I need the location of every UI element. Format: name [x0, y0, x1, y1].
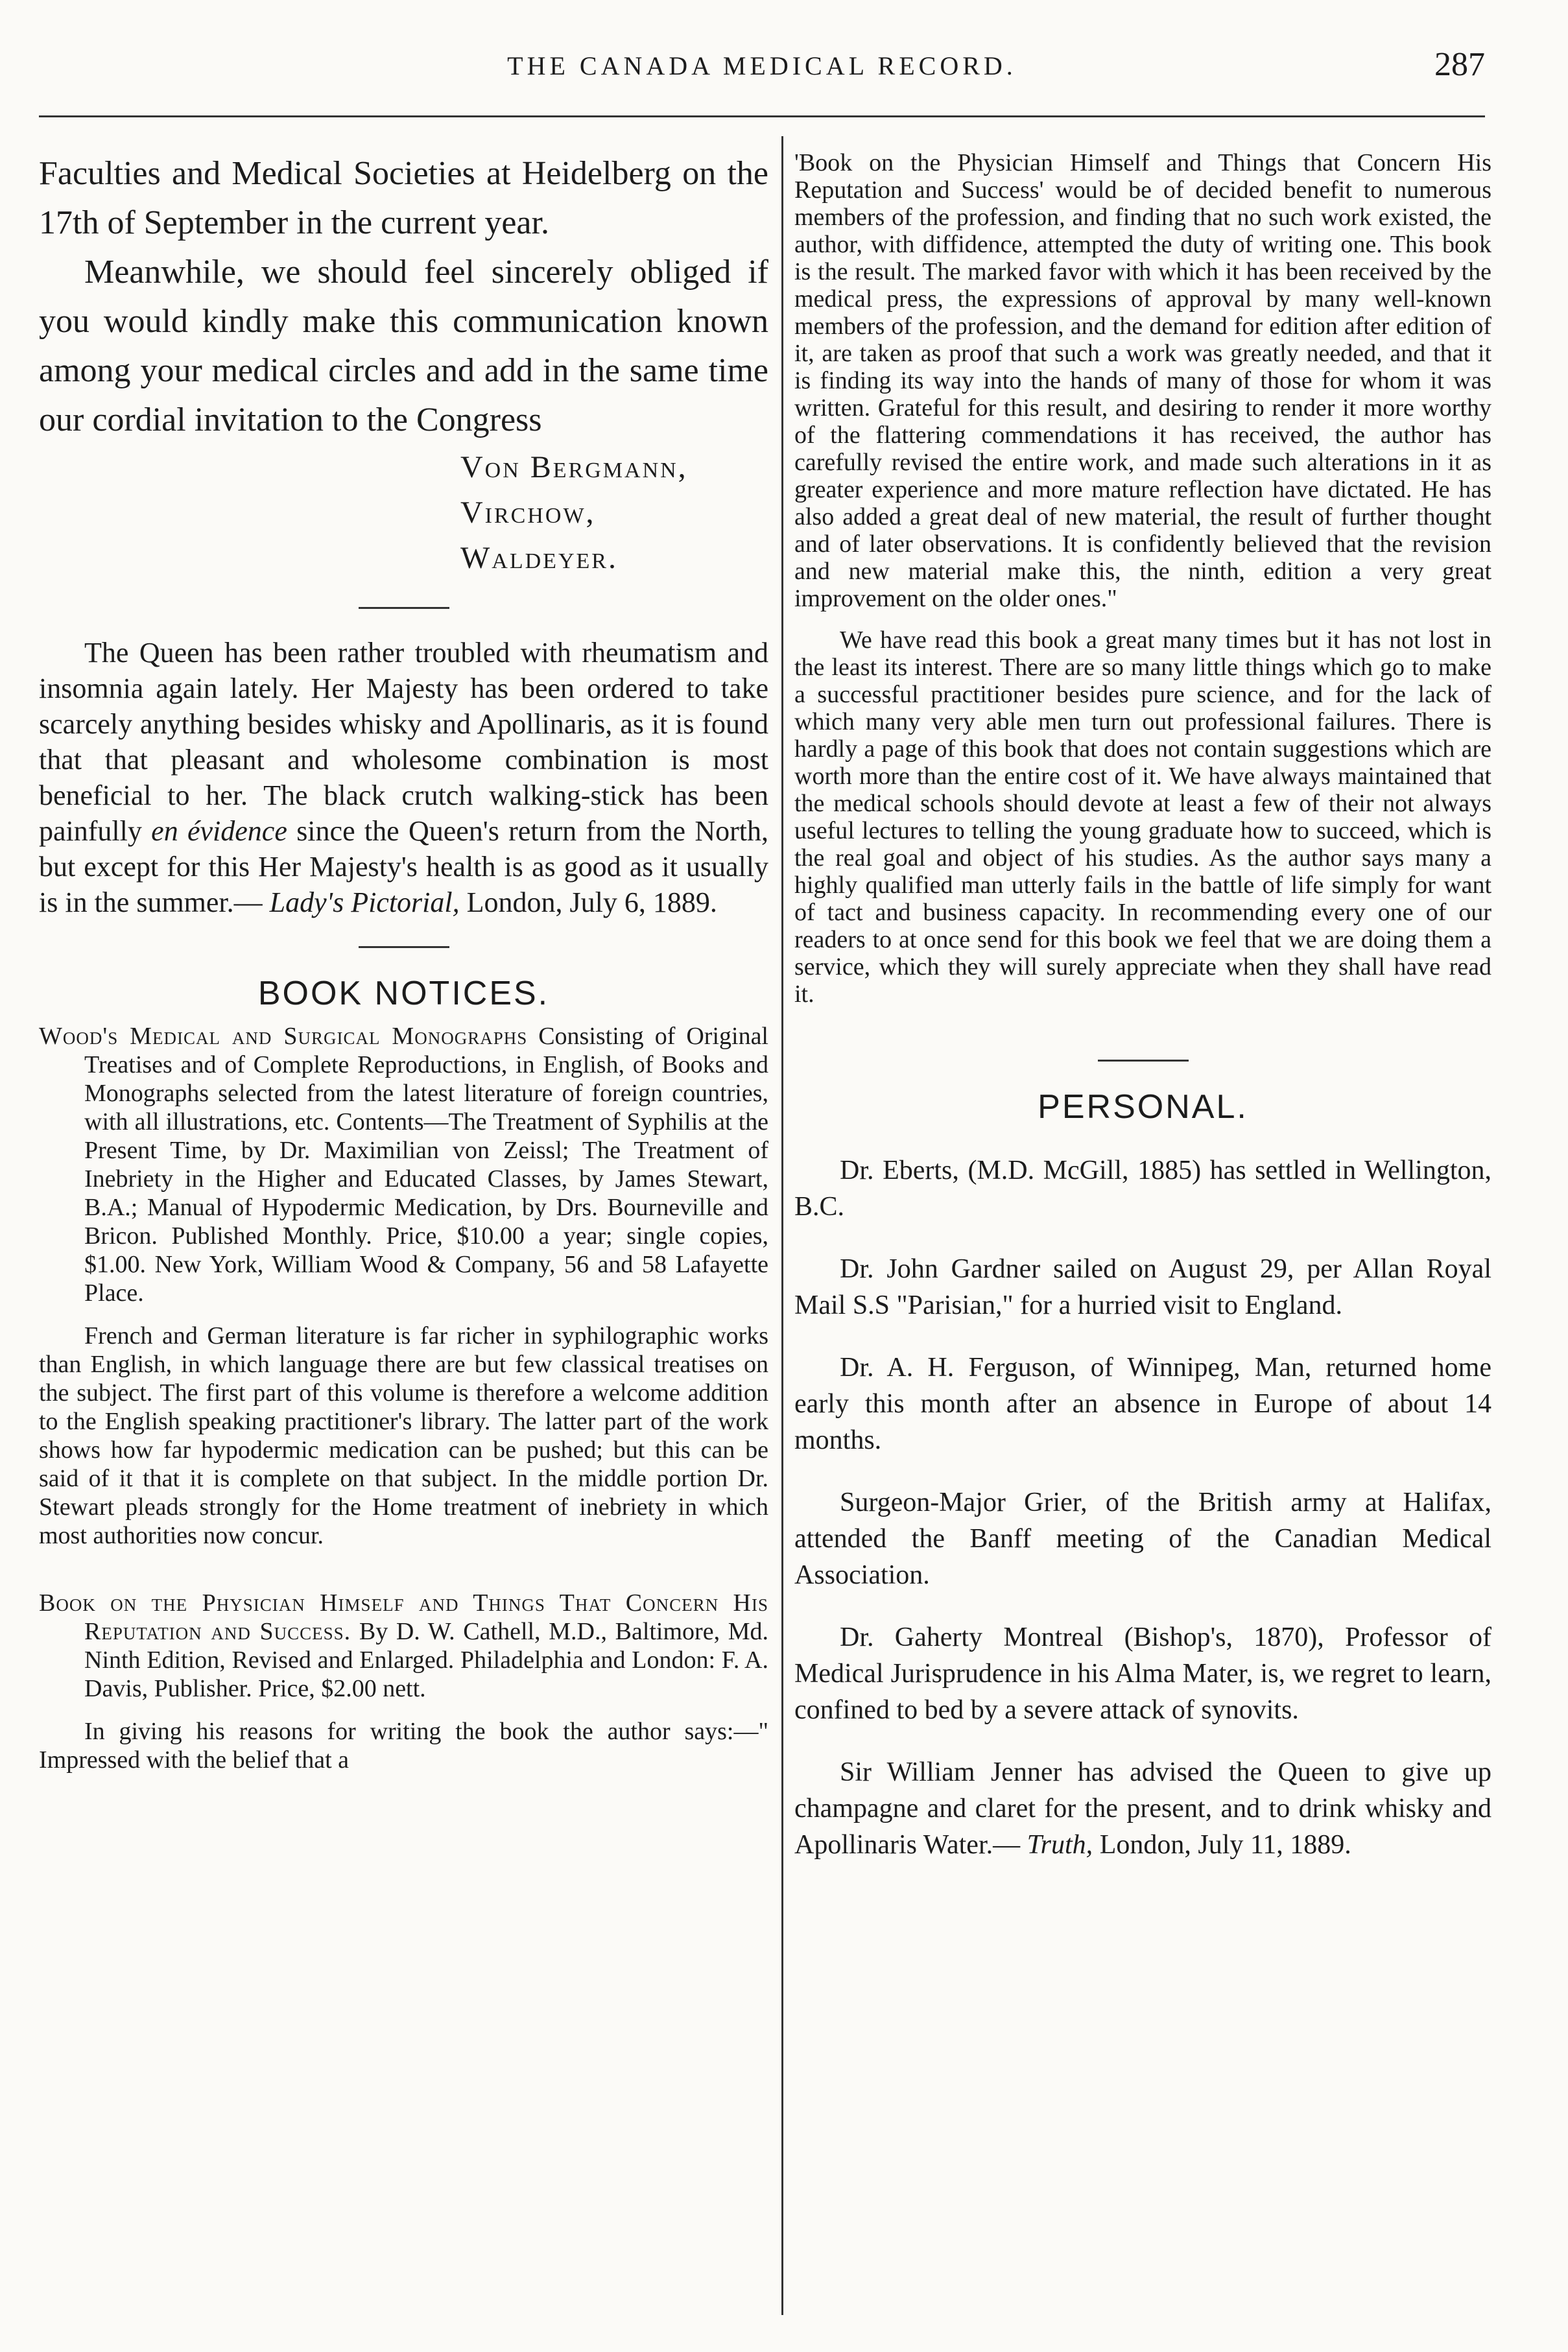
- jenner-date: London, July 11, 1889.: [1099, 1830, 1351, 1860]
- wood-description: Consisting of Original Treatises and of Complete Reproductions, in English, of Books and Monographs selected from the latest literature of foreign countries, with all illustrations, etc. Contents—The Treatment of Syphilis at the Present Time, by Dr. Maximilian von Zeissl; The Treatment of Inebriety in the Higher and Educated Classes, by James Stewart, B.A.; Manual of Hypodermic Medication, by Drs. Bourneville and Bricon. Published Monthly. Price, $10.00 a year; single copies, $1.00. New York, William Wood & Company, 56 and 58 Lafayette Place.: [84, 1023, 768, 1307]
- book-notices-heading: BOOK NOTICES.: [257, 975, 550, 1012]
- section-rule: [1098, 1060, 1189, 1062]
- french-paragraph: French and German literature is far richer in syphilographic works than English, in which language there are but few classical treatises on the subject. The first part of this volume is therefore a welcome addition to the English speaking practitioner's library. The latter part of the work shows how far hypodermic medication can be pushed; but this can be said of it that it is complete on that subject. In the middle portion Dr. Stewart pleads strongly for the Home treatment of inebriety in which most authorities now concur.: [39, 1322, 768, 1549]
- header-rule: [39, 115, 1485, 117]
- signature-2: Virchow,: [460, 495, 596, 530]
- section-rule: [359, 607, 449, 609]
- queen-italic: en évidence: [151, 815, 287, 847]
- meanwhile-paragraph: Meanwhile, we should feel sincerely obliged if you would kindly make this communication known among your medical circles and add in the same time our cordial invitation to the Congress: [39, 254, 768, 438]
- quote-paragraph: 'Book on the Physician Himself and Things that Concern His Reputation and Success' would be of decided benefit to numerous members of the profession, and finding that no such work existed, the author, with diffidence, attempted the duty of writing one. This book is the result. The marked favor with which it has been received by the medical press, the expressions of approval by many well-known members of the profession, and the demand for edition after edition of it, are taken as proof that such a work was greatly needed, and that it is finding its way into the hands of many of those for whom it was written. Grateful for this result, and desiring to render it more worthy of the flattering commendations it has received, the author has carefully revised the entire work, and made such alterations in it as greater experience and more mature reflection have dictated. He has also added a great deal of new material, the result of further thought and of later observations. It is confidently believed that the revision and new material make this, the ninth, edition a very great improvement on the older ones.": [794, 149, 1491, 612]
- left-column: [39, 149, 768, 1774]
- running-title: THE CANADA MEDICAL RECORD.: [507, 51, 1017, 80]
- personal-item: Dr. A. H. Ferguson, of Winnipeg, Man, returned home early this month after an absence in Europe of about 14 months.: [794, 1353, 1491, 1455]
- personal-item: Surgeon-Major Grier, of the British army at Halifax, attended the Banff meeting of the Canadian Medical Association.: [794, 1488, 1491, 1590]
- personal-item: Dr. Gaherty Montreal (Bishop's, 1870), Professor of Medical Jurisprudence in his Alma Mater, is, we regret to learn, confined to bed by a severe attack of synovits.: [794, 1622, 1491, 1725]
- wood-title: Wood's Medical and Surgical Monographs: [39, 1023, 528, 1050]
- personal-heading: PERSONAL.: [1038, 1088, 1248, 1126]
- queen-date: London, July 6, 1889.: [466, 886, 717, 918]
- right-column: [794, 149, 1491, 1889]
- page-header: [39, 45, 1485, 104]
- personal-list: [794, 1152, 1491, 1863]
- signature-3: Waldeyer.: [460, 541, 618, 575]
- queen-source: Lady's Pictorial,: [269, 886, 460, 918]
- column-divider: [781, 136, 783, 2315]
- giving-paragraph: In giving his reasons for writing the book the author says:—" Impressed with the belief that a: [39, 1718, 768, 1774]
- cathell-description: By D. W. Cathell, M.D., Baltimore, Md. Ninth Edition, Revised and Enlarged. Philadelphia and London: F. A. Davis, Publisher. Price, $2.00 nett.: [84, 1618, 769, 1702]
- signature-1: Von Bergmann,: [460, 450, 688, 484]
- review-paragraph: We have read this book a great many times but it has not lost in the least its interest. There are so many little things which go to make a successful practitioner besides pure science, and for the lack of which many very able men turn out professional failures. There is hardly a page of this book that does not contain suggestions which are worth more than the entire cost of it. We have always maintained that the medical schools should devote at least a few of their not always useful lectures to telling the young graduate how to succeed, which is the real goal and object of his studies. As the author says many a highly qualified man utterly fails in the battle of life simply for want of tact and business capacity. In recommending every one of our readers to at once send for this book we feel that we are doing them a service, which they will surely appreciate when they shall have read it.: [794, 626, 1491, 1008]
- cathell-notice: [39, 1589, 768, 1703]
- section-rule: [359, 946, 449, 948]
- cathell-title: Book on the Physician Himself and Things That Concern His Reputation and Success.: [39, 1589, 768, 1645]
- page-number: 287: [1434, 46, 1485, 83]
- queen-text-end: since the Queen's return from the North, but except for this Her Majesty's health is as good as it usually is in the summer.—: [39, 815, 769, 918]
- jenner-paragraph: [794, 1754, 1491, 1863]
- jenner-text: Sir William Jenner has advised the Queen to give up champagne and claret for the present, and to drink whisky and Apollinaris Water.—: [794, 1757, 1491, 1860]
- queen-paragraph: [39, 635, 768, 920]
- personal-item: Dr. John Gardner sailed on August 29, per Allan Royal Mail S.S "Parisian," for a hurried visit to England.: [794, 1254, 1491, 1320]
- wood-notice: [39, 1022, 768, 1307]
- queen-text: The Queen has been rather troubled with rheumatism and insomnia again lately. Her Majesty has been ordered to take scarcely anything besides whisky and Apollinaris, as it is found that that pleasant and wholesome combination is most beneficial to her. The black crutch walking-stick has been painfully: [39, 637, 768, 847]
- personal-item: Dr. Eberts, (M.D. McGill, 1885) has settled in Wellington, B.C.: [794, 1156, 1491, 1222]
- jenner-source: Truth,: [1027, 1830, 1093, 1860]
- continued-paragraph: Faculties and Medical Societies at Heidelberg on the 17th of September in the current year.: [39, 155, 768, 241]
